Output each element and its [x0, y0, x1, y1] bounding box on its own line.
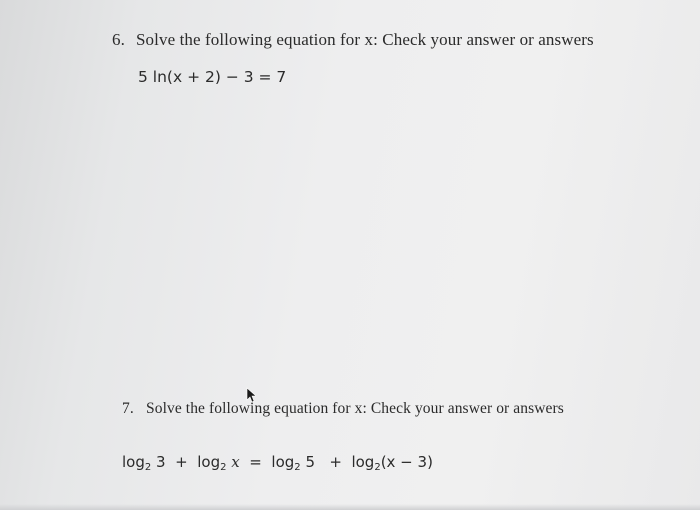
question-7-number: 7. — [122, 400, 134, 417]
log-term-1: $\log_2 3$ — [122, 453, 166, 473]
question-7-prompt: Solve the following equation for x: Check your answer or answers — [146, 400, 564, 417]
equals-sign: = — [249, 453, 262, 471]
log-term-4: $\log_2(x - 3)$ — [351, 453, 433, 473]
plus-sign-2: + — [329, 453, 342, 471]
question-7-equation — [122, 453, 433, 473]
plus-sign-1: + — [175, 453, 188, 471]
screen-bottom-edge — [0, 504, 700, 510]
log-term-2: $\log_2 x$ — [197, 453, 240, 473]
question-6-number: 6. — [112, 30, 125, 49]
question-6-prompt: Solve the following equation for x: Check your answer or answers — [136, 30, 594, 49]
question-6-equation: 5 ln(x + 2) − 3 = 7 — [138, 68, 287, 86]
log-term-3: $\log_2 5$ — [271, 453, 315, 473]
